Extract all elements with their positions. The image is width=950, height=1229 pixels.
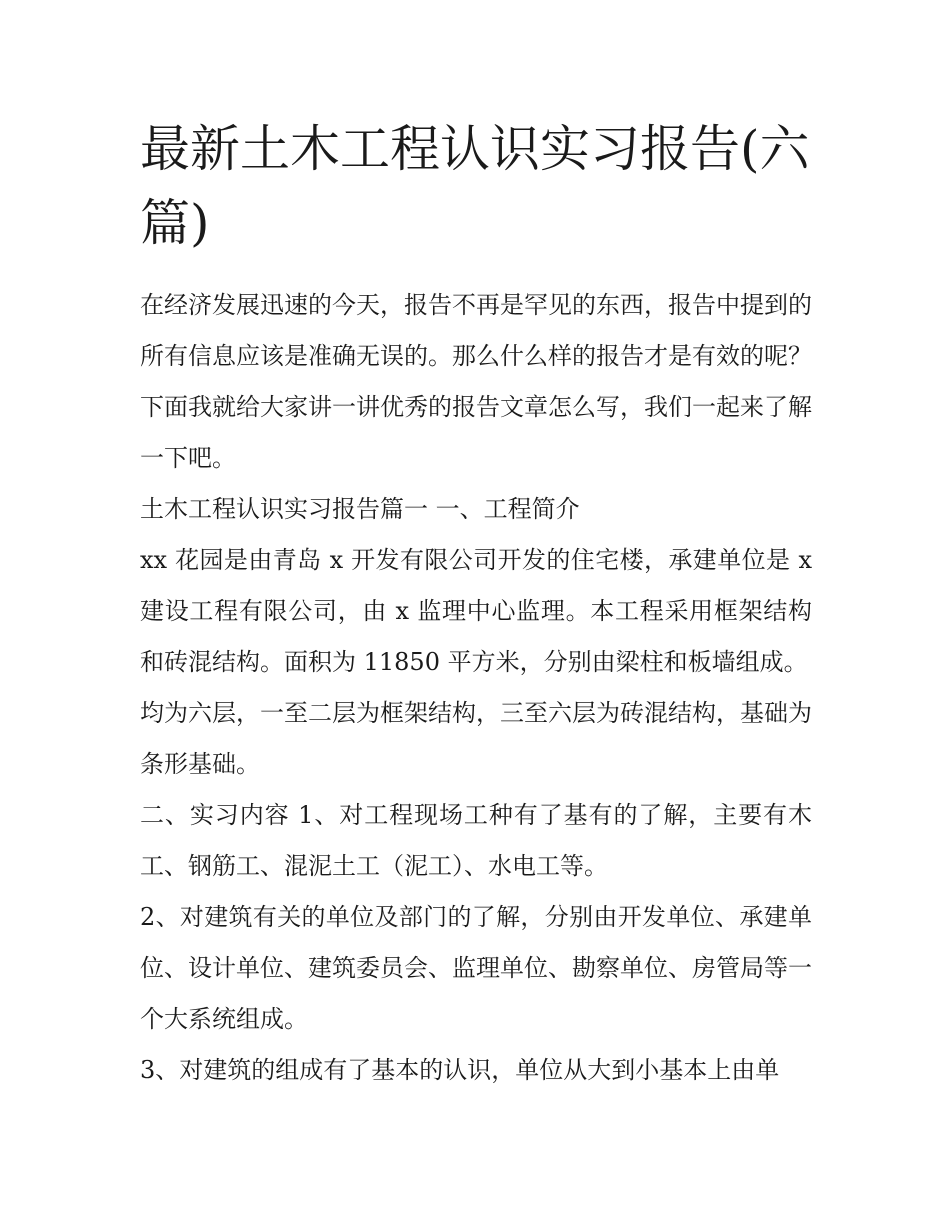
document-title: 最新土木工程认识实习报告(六篇) <box>140 120 810 252</box>
paragraph-project-overview: xx 花园是由青岛 x 开发有限公司开发的住宅楼，承建单位是 x 建设工程有限公司，由 x 监理中心监理。本工程采用框架结构和砖混结构。面积为 11850 平方米，分别由梁柱和板墙组成。 <box>140 546 812 676</box>
paragraph-structure: 均为六层，一至二层为框架结构，三至六层为砖混结构，基础为条形基础。 <box>140 699 812 778</box>
paragraph-intro: 在经济发展迅速的今天，报告不再是罕见的东西，报告中提到的所有信息应该是准确无误的。那么什么样的报告才是有效的呢？下面我就给大家讲一讲优秀的报告文章怎么写，我们一起来了解一下吧。 <box>140 291 812 472</box>
document-page <box>140 112 812 1096</box>
paragraph-internship-content-3: 3、对建筑的组成有了基本的认识，单位从大到小基本上由单 <box>140 1056 780 1084</box>
paragraph-internship-content-2: 2、对建筑有关的单位及部门的了解，分别由开发单位、承建单位、设计单位、建筑委员会、监理单位、勘察单位、房管局等一个大系统组成。 <box>140 903 812 1033</box>
paragraph-section-heading: 土木工程认识实习报告篇一 一、工程简介 <box>140 495 580 523</box>
paragraph-internship-content-1: 二、实习内容 1、对工程现场工种有了基有的了解，主要有木工、钢筋工、混泥土工（泥工）、水电工等。 <box>140 801 812 880</box>
